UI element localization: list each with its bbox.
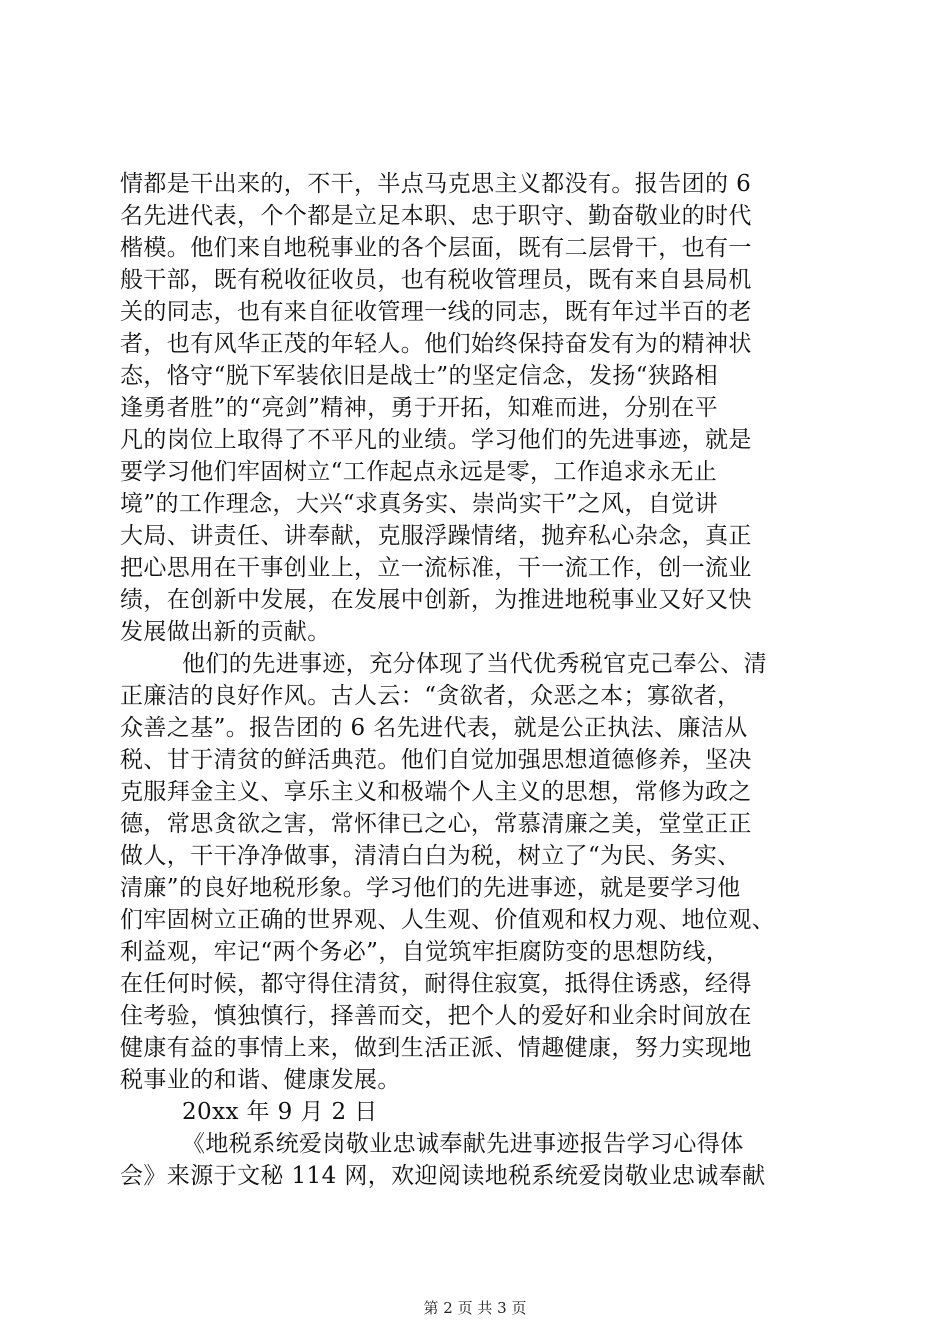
text-line: 发展做出新的贡献。 bbox=[120, 619, 331, 645]
text-line: 把心思用在干事创业上，立一流标准，干一流工作，创一流业 bbox=[120, 555, 752, 581]
date-line: 20xx 年 9 月 2 日 bbox=[182, 1099, 378, 1125]
source-note-line: 《地税系统爱岗敬业忠诚奉献先进事迹报告学习心得体 bbox=[182, 1131, 744, 1157]
document-body bbox=[120, 168, 840, 1192]
text-line: 税事业的和谐、健康发展。 bbox=[120, 1067, 401, 1093]
text-line: 清廉”的良好地税形象。学习他们的先进事迹，就是要学习他 bbox=[120, 875, 741, 901]
text-line: 们牢固树立正确的世界观、人生观、价值观和权力观、地位观、 bbox=[120, 907, 776, 933]
text-line: 税、甘于清贫的鲜活典范。他们自觉加强思想道德修养，坚决 bbox=[120, 747, 752, 773]
text-line: 正廉洁的良好作风。古人云：“贪欲者，众恶之本；寡欲者， bbox=[120, 683, 741, 709]
text-line: 住考验，慎独慎行，择善而交，把个人的爱好和业余时间放在 bbox=[120, 1003, 752, 1029]
source-note-line: 会》来源于文秘 114 网，欢迎阅读地税系统爱岗敬业忠诚奉献 bbox=[120, 1163, 766, 1189]
text-line: 健康有益的事情上来，做到生活正派、情趣健康，努力实现地 bbox=[120, 1035, 752, 1061]
text-line: 者，也有风华正茂的年轻人。他们始终保持奋发有为的精神状 bbox=[120, 331, 752, 357]
text-line: 在任何时候，都守得住清贫，耐得住寂寞，抵得住诱惑，经得 bbox=[120, 971, 752, 997]
page-number-footer: 第 2 页 共 3 页 bbox=[423, 1299, 527, 1317]
text-line: 楷模。他们来自地税事业的各个层面，既有二层骨干，也有一 bbox=[120, 235, 752, 261]
text-line: 境”的工作理念，大兴“求真务实、崇尚实干”之风，自觉讲 bbox=[120, 491, 719, 517]
text-line: 情都是干出来的，不干，半点马克思主义都没有。报告团的 6 bbox=[120, 171, 752, 197]
paragraph-start-line: 他们的先进事迹，充分体现了当代优秀税官克己奉公、清 bbox=[182, 651, 767, 677]
text-line: 德，常思贪欲之害，常怀律已之心，常慕清廉之美，堂堂正正 bbox=[120, 811, 752, 837]
text-line: 做人，干干净净做事，清清白白为税，树立了“为民、务实、 bbox=[120, 843, 741, 869]
text-line: 绩，在创新中发展，在发展中创新，为推进地税事业又好又快 bbox=[120, 587, 752, 613]
text-line: 克服拜金主义、享乐主义和极端个人主义的思想，常修为政之 bbox=[120, 779, 752, 805]
text-line: 逢勇者胜”的“亮剑”精神，勇于开拓，知难而进，分别在平 bbox=[120, 395, 719, 421]
text-line: 凡的岗位上取得了不平凡的业绩。学习他们的先进事迹，就是 bbox=[120, 427, 752, 453]
text-line: 关的同志，也有来自征收管理一线的同志，既有年过半百的老 bbox=[120, 299, 752, 325]
text-line: 众善之基”。报告团的 6 名先进代表，就是公正执法、廉洁从 bbox=[120, 715, 748, 741]
text-line: 利益观，牢记“两个务必”，自觉筑牢拒腐防变的思想防线， bbox=[120, 939, 730, 965]
text-line: 态，恪守“脱下军装依旧是战士”的坚定信念，发扬“狭路相 bbox=[120, 363, 719, 389]
text-line: 名先进代表，个个都是立足本职、忠于职守、勤奋敬业的时代 bbox=[120, 203, 752, 229]
text-line: 大局、讲责任、讲奉献，克服浮躁情绪，抛弃私心杂念，真正 bbox=[120, 523, 752, 549]
text-line: 般干部，既有税收征收员，也有税收管理员，既有来自县局机 bbox=[120, 267, 752, 293]
text-line: 要学习他们牢固树立“工作起点永远是零，工作追求永无止 bbox=[120, 459, 718, 485]
